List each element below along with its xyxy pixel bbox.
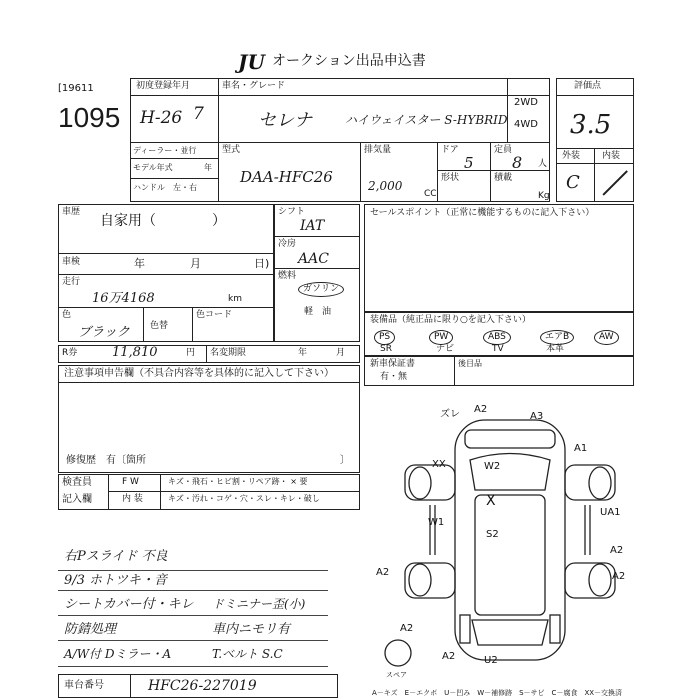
first-reg-label: 初度登録年月 (136, 81, 191, 91)
interior-label: 内 装 (122, 494, 143, 504)
recycle-unit: 円 (186, 348, 196, 358)
model-value: DAA-HFC26 (240, 168, 333, 186)
fuel-other: 軽 油 (304, 307, 332, 317)
capacity-value: 8 (512, 153, 523, 172)
damage-s2: S2 (486, 529, 499, 540)
damage-a2-right: A2 (610, 545, 624, 556)
repair-label: 修復歴 有〔箇所 (66, 455, 146, 466)
damage-w1: W1 (428, 517, 445, 528)
car-name-label: 車名・グレード (222, 81, 286, 91)
shift-value: IAT (300, 218, 325, 234)
equipment-ps: PS (374, 330, 395, 345)
capacity-label: 定員 (494, 145, 513, 155)
note-8: T.ベルト S.C (212, 647, 283, 661)
name-change-year: 年 (298, 348, 308, 358)
form-title: オークション出品申込書 (272, 53, 426, 69)
warranty-label: 新車保証書 (370, 359, 416, 369)
note-5: A/W付 Dミラー・A (64, 647, 172, 661)
repair-close: 〕 (340, 455, 350, 466)
load-label: 積載 (494, 173, 513, 183)
auction-logo (238, 50, 265, 74)
kg-unit: Kg (538, 191, 550, 201)
equipment-abs: ABS (483, 330, 511, 345)
exterior-value: C (566, 172, 580, 193)
notes-label: 注意事項申告欄（不具合内容等を具体的に記入して下さい） (64, 368, 334, 379)
damage-a2-right2: A2 (612, 571, 626, 582)
note-6: ドミニナー歪(小) (212, 597, 306, 611)
door-value: 5 (464, 154, 474, 172)
selling-points-label: セールスポイント（正常に機能するものに記入下さい） (370, 208, 595, 218)
damage-a2-top: A2 (474, 404, 488, 415)
equipment-sr: SR (380, 344, 392, 354)
equipment-aw: AW (594, 330, 619, 345)
eval-label: 評価点 (574, 81, 602, 91)
car-name-value: セレナ (258, 110, 312, 131)
car-diagram (370, 405, 650, 675)
handle-label: ハンドル 左・右 (133, 183, 197, 192)
fw-label: F W (122, 477, 139, 487)
displacement-value: 2,000 (368, 179, 403, 193)
km-unit: km (228, 294, 242, 304)
first-reg-month: 7 (193, 104, 204, 124)
model-year-label: モデル年式 (133, 163, 173, 172)
note-1: 右Pスライド 不良 (64, 549, 168, 564)
recall-label: 後目品 (458, 359, 482, 368)
interior-items: キズ・汚れ・コゲ・穴・スレ・キレ・破し (168, 494, 320, 503)
chassis-value: HFC26-227019 (148, 678, 257, 694)
year-unit: 年 (204, 163, 212, 172)
damage-a2-rear: A2 (442, 651, 456, 662)
equipment-tv: TV (492, 344, 504, 354)
inspector-label: 検査員 (62, 477, 92, 488)
note-4: 防錆処理 (64, 622, 117, 637)
damage-u2: U2 (484, 655, 498, 666)
equipment-pw: PW (429, 330, 453, 345)
inspection-year: 年 (134, 257, 145, 270)
color-change-label: 色替 (150, 321, 169, 331)
color-label: 色 (62, 310, 72, 320)
car-grade-value: ハイウェイスター S-HYBRID (345, 113, 508, 127)
damage-a1: A1 (574, 443, 588, 454)
mileage-value: 16万4168 (92, 291, 155, 306)
note-2: 9/3 ホトツキ・音 (64, 573, 168, 588)
inspection-day: 日) (254, 257, 270, 270)
recycle-value: 11,810 (112, 345, 158, 360)
lot-code: [19611 (58, 83, 94, 94)
damage-x: X (486, 493, 496, 509)
history-value: 自家用（ ） (100, 213, 226, 229)
mileage-label: 走行 (62, 277, 81, 287)
fuel-value: ガソリン (298, 282, 344, 297)
damage-a2-left: A2 (376, 567, 390, 578)
model-label: 型式 (222, 145, 241, 155)
recycle-label: R券 (62, 348, 78, 358)
recycle-row (58, 345, 360, 363)
drive-4wd: 4WD (514, 119, 538, 130)
inspection-label: 車検 (62, 257, 81, 267)
entry-label: 記入欄 (62, 494, 92, 505)
eval-value: 3.5 (570, 110, 612, 140)
inspection-month: 月 (190, 257, 201, 270)
damage-zure: ズレ (440, 409, 460, 420)
equipment-leather: 本革 (546, 344, 565, 354)
dealer-label: ディーラー・並行 (133, 146, 197, 155)
color-code-label: 色コード (196, 310, 233, 320)
damage-a2-bottom: A2 (400, 623, 414, 634)
ac-value: AAC (298, 251, 329, 267)
cc-unit: CC (424, 189, 437, 199)
note-3: シートカバー付・キレ (64, 597, 194, 612)
fuel-label: 燃料 (278, 271, 297, 281)
color-value: ブラック (78, 325, 130, 340)
spare-label: スペア (386, 671, 407, 679)
history-label: 車歴 (62, 207, 81, 217)
logo-text: JU (238, 50, 265, 74)
damage-w2: W2 (484, 461, 501, 472)
name-change-month: 月 (336, 348, 346, 358)
first-reg-value: H-26 (140, 108, 183, 128)
displacement-label: 排気量 (364, 145, 392, 155)
equipment-navi: ナビ (436, 344, 455, 354)
damage-xx: XX (432, 459, 446, 470)
exterior-label: 外装 (562, 151, 581, 161)
note-7: 車内ニモリ有 (212, 622, 291, 637)
interior-grade-label: 内装 (602, 151, 621, 161)
damage-legend: A－キズ E－エクボ U－凹み W－補修跡 S－サビ C－腐食 XX－交換済 (372, 689, 623, 697)
damage-ua1: UA1 (600, 507, 621, 518)
drive-2wd: 2WD (514, 97, 538, 108)
shape-label: 形状 (441, 173, 460, 183)
equipment-airbag: エアB (540, 330, 574, 345)
damage-a3: A3 (530, 411, 544, 422)
chassis-label: 車台番号 (64, 680, 104, 691)
capacity-unit: 人 (538, 159, 548, 169)
lot-number: 1095 (58, 102, 121, 133)
name-change-label: 名変期限 (210, 348, 247, 358)
ac-label: 冷房 (278, 239, 297, 249)
door-label: ドア (441, 145, 459, 155)
warranty-value: 有・無 (380, 372, 408, 382)
selling-points-section (364, 204, 634, 312)
equipment-label: 装備品（純正品に限り○を記入下さい） (370, 315, 531, 325)
fw-items: キズ・飛石・ヒビ割・リペア跡・ × 要 (168, 477, 308, 486)
shift-label: シフト (278, 207, 306, 217)
